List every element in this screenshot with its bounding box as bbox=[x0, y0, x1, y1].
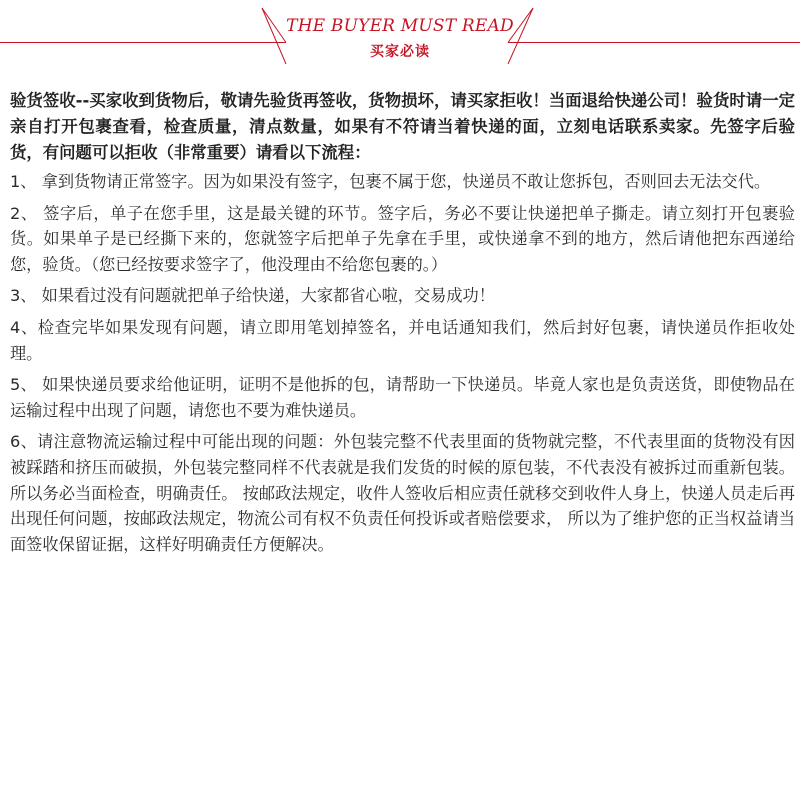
step-6: 6、请注意物流运输过程中可能出现的问题：外包装完整不代表里面的货物就完整，不代表里面的货物没有因被踩踏和挤压而破损，外包装完整同样不代表就是我们发货的时候的原包装，不代表没有被拆过而重新包装。所以务必当面检查，明确责任。 按邮政法规定，收件人签收后相应责任就移交到收件人身上，快递人员走后再出现任何问题，按邮政法规定，物流公司有权不负责任何投诉或者赔偿要求， 所以为了维护您的正当权益请当面签收保留证据，这样好明确责任方便解决。 bbox=[10, 432, 795, 554]
header-banner bbox=[0, 0, 800, 80]
header-subtitle: 买家必读 bbox=[370, 44, 430, 60]
notice-body bbox=[10, 88, 795, 563]
step-2: 2、 签字后，单子在您手里，这是最关键的环节。签字后，务必不要让快递把单子撕走。请立刻打开包裹验货。如果单子是已经撕下来的，您就签字后把单子先拿在手里，或快递拿不到的地方，然后请他把东西递给您，验货。（您已经按要求签字了，他没理由不给您包裹的。） bbox=[10, 203, 795, 274]
header-title: THE BUYER MUST READ bbox=[286, 16, 514, 36]
step-1: 1、 拿到货物请正常签字。因为如果没有签字，包裹不属于您，快递员不敢让您拆包，否则回去无法交代。 bbox=[10, 172, 771, 191]
step-3: 3、 如果看过没有问题就把单子给快递，大家都省心啦，交易成功！ bbox=[10, 286, 495, 306]
header-decoration bbox=[0, 0, 800, 80]
step-5: 5、 如果快递员要求给他证明，证明不是他拆的包，请帮助一下快递员。毕竟人家也是负责送货，即使物品在运输过程中出现了问题，请您也不要为难快递员。 bbox=[10, 375, 795, 420]
step-4: 4、检查完毕如果发现有问题，请立即用笔划掉签名，并电话通知我们，然后封好包裹，请快递员作拒收处理。 bbox=[10, 317, 795, 363]
intro-paragraph: 验货签收--买家收到货物后，敬请先验货再签收，货物损坏，请买家拒收！当面退给快递公司！验货时请一定亲自打开包裹查看，检查质量，清点数量，如果有不符请当着快递的面，立刻电话联系卖家。先签字后验货，有问题可以拒收（非常重要）请看以下流程： bbox=[10, 91, 795, 162]
